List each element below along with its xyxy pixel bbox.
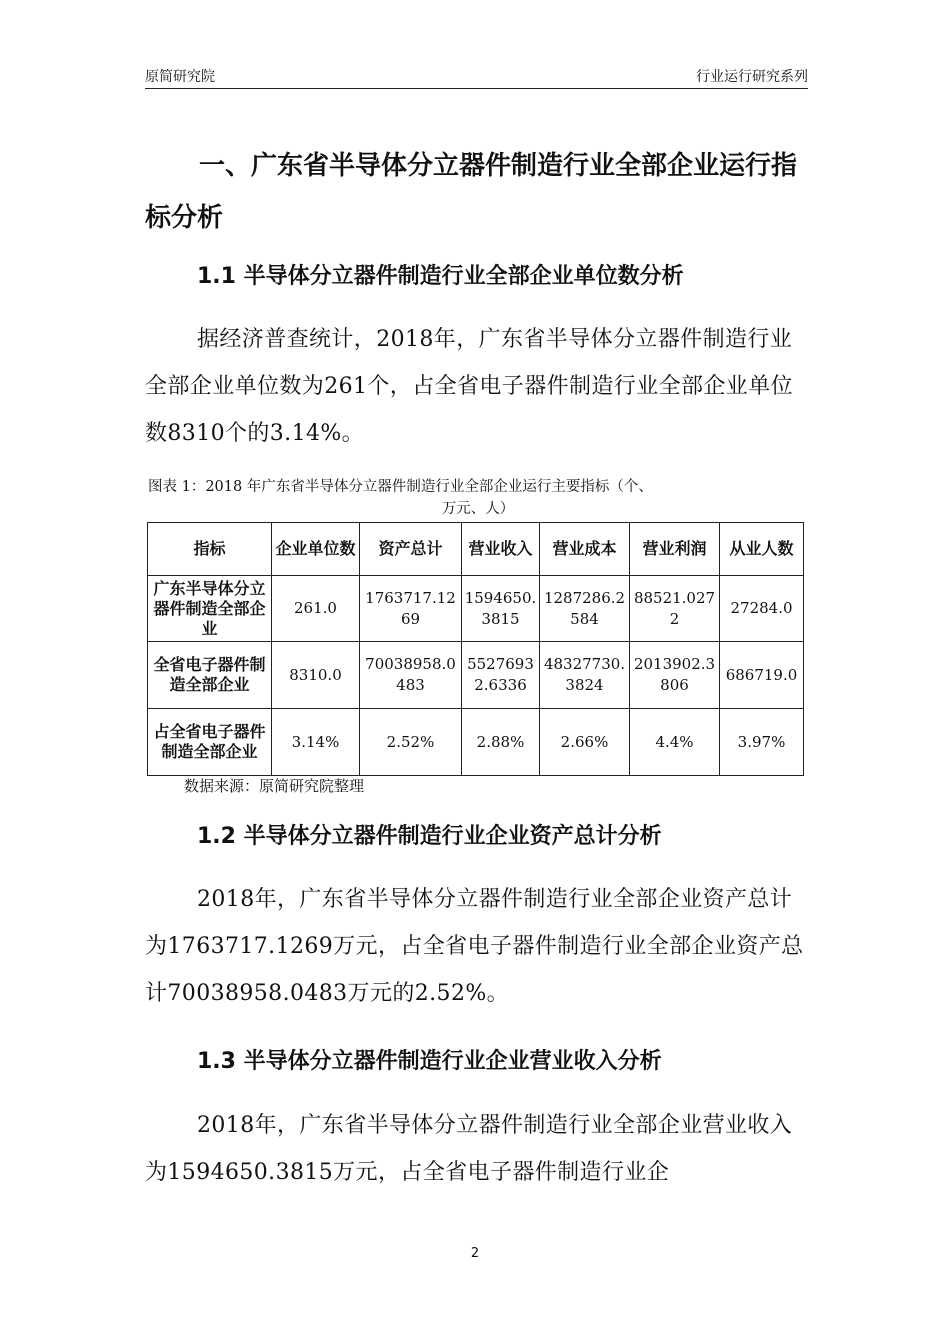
table-caption-line-1: 图表 1：2018 年广东省半导体分立器件制造行业全部企业运行主要指标（个、 — [148, 479, 653, 495]
table-cell: 88521.0272 — [630, 576, 720, 642]
table-cell: 3.14% — [272, 709, 360, 776]
table-cell: 2.66% — [540, 709, 630, 776]
table-cell: 3.97% — [720, 709, 804, 776]
table-cell: 48327730.3824 — [540, 642, 630, 709]
table-cell: 2013902.3806 — [630, 642, 720, 709]
page-header — [145, 64, 808, 89]
indicators-table — [147, 522, 804, 776]
table-cell: 1287286.2584 — [540, 576, 630, 642]
table-caption — [148, 476, 808, 520]
table-cell: 70038958.0483 — [360, 642, 462, 709]
table-cell: 8310.0 — [272, 642, 360, 709]
table-cell: 686719.0 — [720, 642, 804, 709]
header-series-name: 行业运行研究系列 — [696, 69, 808, 85]
table-cell: 55276932.6336 — [462, 642, 540, 709]
table-cell: 4.4% — [630, 709, 720, 776]
header-total-assets: 资产总计 — [360, 523, 462, 576]
section-1-1-paragraph: 据经济普查统计，2018年，广东省半导体分立器件制造行业全部企业单位数为261个，占全省电子器件制造行业全部企业单位数8310个的3.14%。 — [145, 327, 793, 446]
table-cell: 2.52% — [360, 709, 462, 776]
section-1-3-title: 1.3 半导体分立器件制造行业企业营业收入分析 — [197, 1049, 662, 1074]
header-cost: 营业成本 — [540, 523, 630, 576]
section-1-3-paragraph: 2018年，广东省半导体分立器件制造行业全部企业营业收入为1594650.3815万元，占全省电子器件制造行业企 — [145, 1113, 793, 1185]
table-row — [148, 709, 804, 776]
table-row — [148, 576, 804, 642]
table-cell: 1594650.3815 — [462, 576, 540, 642]
header-enterprise-count: 企业单位数 — [272, 523, 360, 576]
table-source-note: 数据来源：原简研究院整理 — [184, 777, 365, 795]
row-label: 全省电子器件制造全部企业 — [148, 642, 272, 709]
table-cell: 2.88% — [462, 709, 540, 776]
table-caption-line-2: 万元、人） — [441, 501, 515, 517]
header-revenue: 营业收入 — [462, 523, 540, 576]
header-employees: 从业人数 — [720, 523, 804, 576]
table-header-row — [148, 523, 804, 576]
section-1-2-title: 1.2 半导体分立器件制造行业企业资产总计分析 — [197, 824, 662, 849]
table-cell: 1763717.1269 — [360, 576, 462, 642]
header-profit: 营业利润 — [630, 523, 720, 576]
table-row — [148, 642, 804, 709]
table-cell: 261.0 — [272, 576, 360, 642]
table-cell: 27284.0 — [720, 576, 804, 642]
header-indicator: 指标 — [148, 523, 272, 576]
header-org-name: 原简研究院 — [145, 69, 215, 85]
chapter-heading: 一、广东省半导体分立器件制造行业全部企业运行指标分析 — [145, 151, 798, 233]
page-number: 2 — [470, 1246, 480, 1261]
row-label: 占全省电子器件制造全部企业 — [148, 709, 272, 776]
section-1-1-title: 1.1 半导体分立器件制造行业全部企业单位数分析 — [197, 264, 684, 289]
row-label: 广东半导体分立器件制造全部企业 — [148, 576, 272, 642]
section-1-2-paragraph: 2018年，广东省半导体分立器件制造行业全部企业资产总计为1763717.1269万元，占全省电子器件制造行业全部企业资产总计70038958.0483万元的2.52%。 — [145, 887, 804, 1006]
